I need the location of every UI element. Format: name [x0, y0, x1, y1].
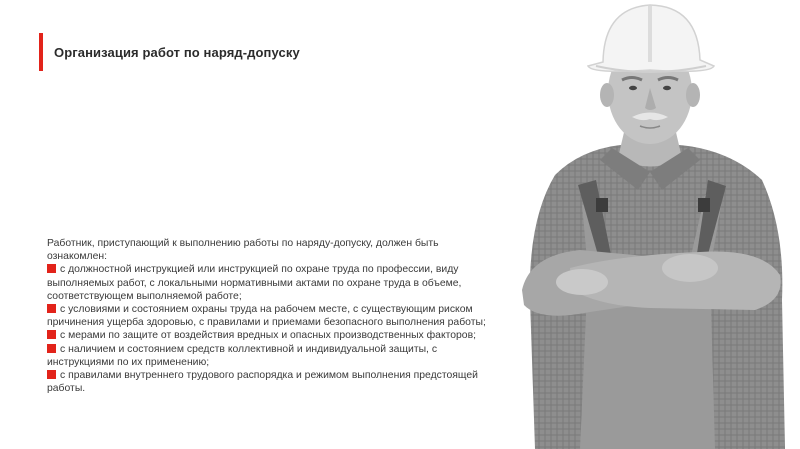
list-item-text: с правилами внутреннего трудового распорядка и режимом выполнения предстоящей работы. — [47, 370, 478, 395]
title-accent-bar — [39, 33, 43, 71]
list-item — [47, 369, 497, 395]
red-square-bullet-icon — [47, 264, 56, 273]
intro-text: Работник, приступающий к выполнению работы по наряду-допуску, должен быть ознакомлен: — [47, 238, 439, 263]
list-item-text: с должностной инструкцией или инструкцией по охране труда по профессии, виду выполняемых работ, с локальными нормативными актами по охране труда в объеме, соответствующем выполняемой работе; — [47, 264, 462, 302]
list-item — [47, 329, 497, 342]
red-square-bullet-icon — [47, 330, 56, 339]
red-square-bullet-icon — [47, 370, 56, 379]
red-square-bullet-icon — [47, 304, 56, 313]
slide-body — [47, 237, 497, 395]
list-item-text: с условиями и состоянием охраны труда на рабочем месте, с существующим риском причинения ущерба здоровью, с правилами и приемами безопасного выполнения работы; — [47, 304, 486, 329]
list-item-text: с наличием и состоянием средств коллективной и индивидуальной защиты, с инструкциями по их применению; — [47, 343, 438, 368]
list-item-text: с мерами по защите от воздействия вредных и опасных производственных факторов; — [60, 330, 476, 342]
slide-title: Организация работ по наряд-допуску — [54, 45, 300, 60]
list-item — [47, 303, 497, 329]
list-item — [47, 343, 497, 369]
red-square-bullet-icon — [47, 344, 56, 353]
list-item — [47, 263, 497, 303]
worker-photo — [500, 0, 800, 449]
